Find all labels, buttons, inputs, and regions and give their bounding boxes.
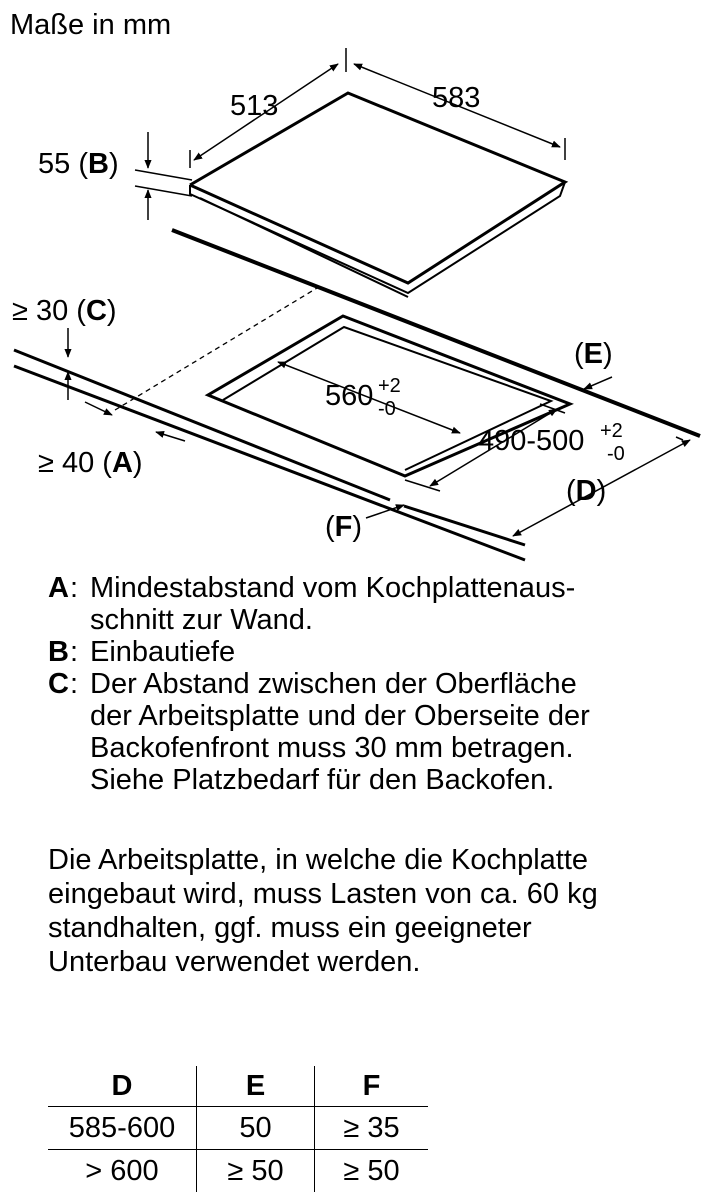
dim-e [584, 377, 612, 389]
table-cell: ≥ 50 [197, 1150, 315, 1193]
table-cell: 50 [197, 1107, 315, 1150]
table-row [48, 1107, 428, 1150]
dim-490-500-value: 490-500 [478, 425, 585, 457]
dim-560-tol-minus: -0 [378, 398, 396, 420]
dim-490-500-tol-minus: -0 [607, 443, 625, 465]
legend-item-c [48, 668, 698, 796]
legend-text: Der Abstand zwischen der Oberfläche der Arbeitsplatte und der Oberseite der Backofenfront muss 30 mm betragen. Siehe Platzbedarf für den Backofen. [90, 668, 590, 796]
dim-c-label: ≥ 30 (C) [12, 295, 117, 327]
dim-b-key: B [87, 148, 109, 180]
legend-text: Einbautiefe [90, 636, 236, 668]
dim-513-label: 513 [230, 90, 279, 122]
dim-b-value: 55 [38, 148, 71, 180]
dim-c-key: C [85, 295, 107, 327]
table-header-d: D [111, 1069, 133, 1102]
table-header-e: E [197, 1066, 315, 1107]
dim-583-label: 583 [432, 82, 481, 114]
load-note: Die Arbeitsplatte, in welche die Kochplatte eingebaut wird, muss Lasten von ca. 60 kg standhalten, ggf. muss ein geeigneter Unterbau verwendet werden. [48, 844, 598, 978]
legend [48, 572, 698, 796]
dim-560-tol-plus: +2 [378, 375, 401, 397]
legend-item-a [48, 572, 698, 636]
dim-a [85, 402, 185, 441]
legend-text: Mindestabstand vom Kochplattenaus- schnitt zur Wand. [90, 572, 576, 636]
clearance-table [48, 1066, 428, 1192]
table-cell: 585-600 [48, 1107, 197, 1150]
dim-490-500-tol-plus: +2 [600, 420, 623, 442]
legend-key: A [48, 572, 69, 604]
dim-a-key: A [111, 447, 133, 479]
dim-c-value: ≥ 30 [12, 295, 69, 327]
legend-item-b [48, 636, 698, 668]
legend-separator: : [70, 668, 79, 700]
dim-560-value: 560 [325, 380, 374, 412]
legend-separator: : [70, 636, 79, 668]
dim-560-label [325, 380, 373, 412]
table-header-f: F [315, 1066, 429, 1107]
table-cell: ≥ 35 [315, 1107, 429, 1150]
hob-outline [190, 93, 565, 297]
table-cell: ≥ 50 [315, 1150, 429, 1193]
dim-b [135, 132, 192, 220]
dim-a-label: ≥ 40 (A) [38, 447, 143, 479]
dim-490-500-label [478, 425, 584, 457]
dim-f-label: (F) [325, 511, 363, 543]
dim-e-label: (E) [574, 338, 613, 370]
units-title: Maße in mm [10, 9, 172, 41]
table-row [48, 1150, 428, 1193]
legend-separator: : [70, 572, 79, 604]
dim-d-label: (D) [566, 475, 607, 507]
dim-a-value: ≥ 40 [38, 447, 95, 479]
dim-d-key: D [575, 475, 597, 507]
installation-diagram [0, 0, 709, 570]
legend-key: B [48, 636, 69, 668]
dim-e-key: E [583, 338, 604, 370]
table-header-row [48, 1066, 428, 1107]
legend-key: C [48, 668, 69, 700]
dim-f-key: F [334, 511, 353, 543]
table-cell: > 600 [48, 1150, 197, 1193]
dim-b-label: 55 (B) [38, 148, 119, 180]
